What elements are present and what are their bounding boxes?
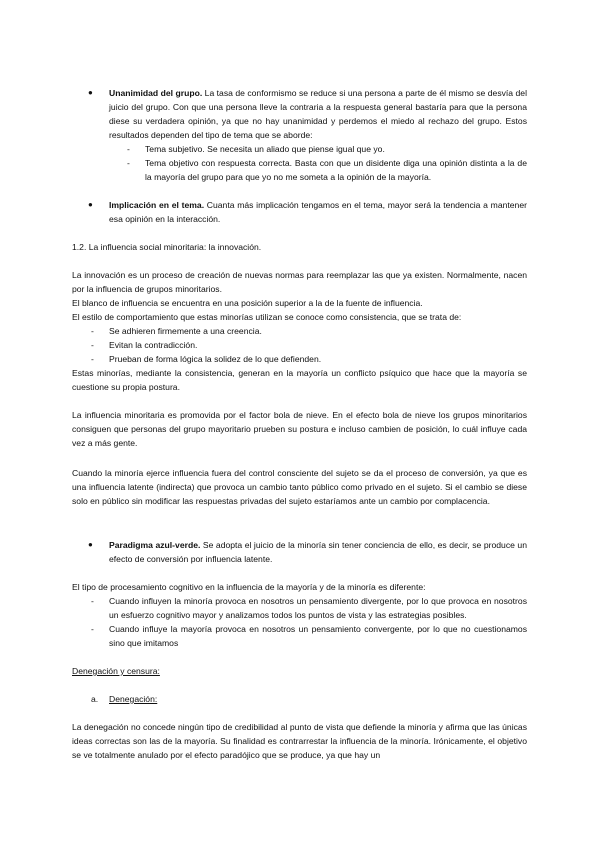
bullet-lead: Unanimidad del grupo. (109, 88, 203, 98)
bullet-dot-icon: ● (88, 540, 93, 549)
sub-item-objetivo: Tema objetivo con respuesta correcta. Basta con que un disidente diga una opinión distinta a la de la mayoría del grupo para que yo no me someta a la opinión de la mayoría. (145, 158, 527, 182)
paragraph-denegacion: La denegación no concede ningún tipo de credibilidad al punto de vista que defiende la minoría y afirma que las únicas ideas correctas son las de la mayoría. Su finalidad es contrarrestar la influencia de la minoría. Irónicamente, el objetivo se ve totalmente anulado por el efecto paradójico que se produce, ya que hay un (72, 722, 527, 760)
sub-item-subjetivo: Tema subjetivo. Se necesita un aliado que piense igual que yo. (145, 144, 385, 154)
dash-icon: - (91, 340, 94, 350)
paragraph-bola-de-nieve: La influencia minoritaria es promovida por el factor bola de nieve. En el efecto bola de nieve los grupos minoritarios consiguen que personas del grupo mayoritario prueben su postura e incluso cambien de posición, lo cuál influye cada vez a más gente. (72, 410, 527, 448)
dash-icon: - (91, 624, 94, 634)
sub-heading-denegacion: Denegación: (109, 694, 158, 704)
dash-icon: - (91, 596, 94, 606)
bullet-paradigma (90, 538, 527, 566)
paragraph-blanco: El blanco de influencia se encuentra en una posición superior a la de la fuente de influencia. (72, 298, 423, 308)
list-item-estilo: Se adhieren firmemente a una creencia. (109, 326, 262, 336)
paragraph-tipo-procesamiento: El tipo de procesamiento cognitivo en la influencia de la mayoría y de la minoría es diferente: (72, 582, 426, 592)
paragraph-innovacion: La innovación es un proceso de creación de nuevas normas para reemplazar las que ya existen. Normalmente, nacen por la influencia de grupos minoritarios. (72, 270, 527, 294)
sub-heading-marker: a. (91, 694, 99, 704)
paragraph-conversion: Cuando la minoría ejerce influencia fuera del control consciente del sujeto se da el proceso de conversión, ya que es una influencia latente (indirecta) que provoca un cambio tanto público como privado en el sujeto. Si el cambio se diese solo en público sin modificar las respuestas privadas del sujeto estaríamos ante un cambio por complacencia. (72, 468, 527, 506)
list-item-estilo: Evitan la contradicción. (109, 340, 198, 350)
bullet-unanimidad (90, 86, 527, 142)
dash-icon: - (91, 354, 94, 364)
dash-icon: - (91, 326, 94, 336)
dash-icon: - (127, 158, 130, 168)
bullet-lead: Paradigma azul-verde. (109, 540, 201, 550)
dash-icon: - (127, 144, 130, 154)
list-item-tipo: Cuando influyen la minoría provoca en nosotros un pensamiento divergente, por lo que provoca en nosotros un esfuerzo cognitivo mayor y analizamos todos los puntos de vista y las estrategias posibles. (109, 596, 527, 620)
bullet-text: Cuanta más implicación tengamos en el tema, mayor será la tendencia a mantener esa opinión en la interacción. (109, 200, 527, 224)
bullet-text: Se adopta el juicio de la minoría sin tener conciencia de ello, es decir, se produce un efecto de conversión por influencia latente. (109, 540, 527, 564)
paragraph-estilo: El estilo de comportamiento que estas minorías utilizan se conoce como consistencia, que se trata de: (72, 312, 462, 322)
list-item-estilo: Prueban de forma lógica la solidez de lo que defienden. (109, 354, 322, 364)
heading-denegacion-censura: Denegación y censura: (72, 666, 160, 676)
list-item-tipo: Cuando influye la mayoría provoca en nosotros un pensamiento convergente, por lo que no cuestionamos sino que imitamos (109, 624, 527, 648)
bullet-lead: Implicación en el tema. (109, 200, 205, 210)
section-heading: 1.2. La influencia social minoritaria: la innovación. (72, 242, 262, 252)
bullet-implicacion (90, 198, 527, 226)
bullet-dot-icon: ● (88, 88, 93, 97)
paragraph-estas-minorias: Estas minorías, mediante la consistencia, generan en la mayoría un conflicto psíquico que hace que la mayoría se cuestione su propia postura. (72, 368, 527, 392)
bullet-dot-icon: ● (88, 200, 93, 209)
bullet-text: La tasa de conformismo se reduce si una persona a parte de él mismo se desvía del juicio del grupo. Con que una persona lleve la contraria a la respuesta general bastaría para que la persona diese su verdadera opinión, ya que no hay unanimidad y perdemos el miedo al rechazo del grupo. Estos resultados dependen del tipo de tema que se aborde: (109, 88, 528, 140)
